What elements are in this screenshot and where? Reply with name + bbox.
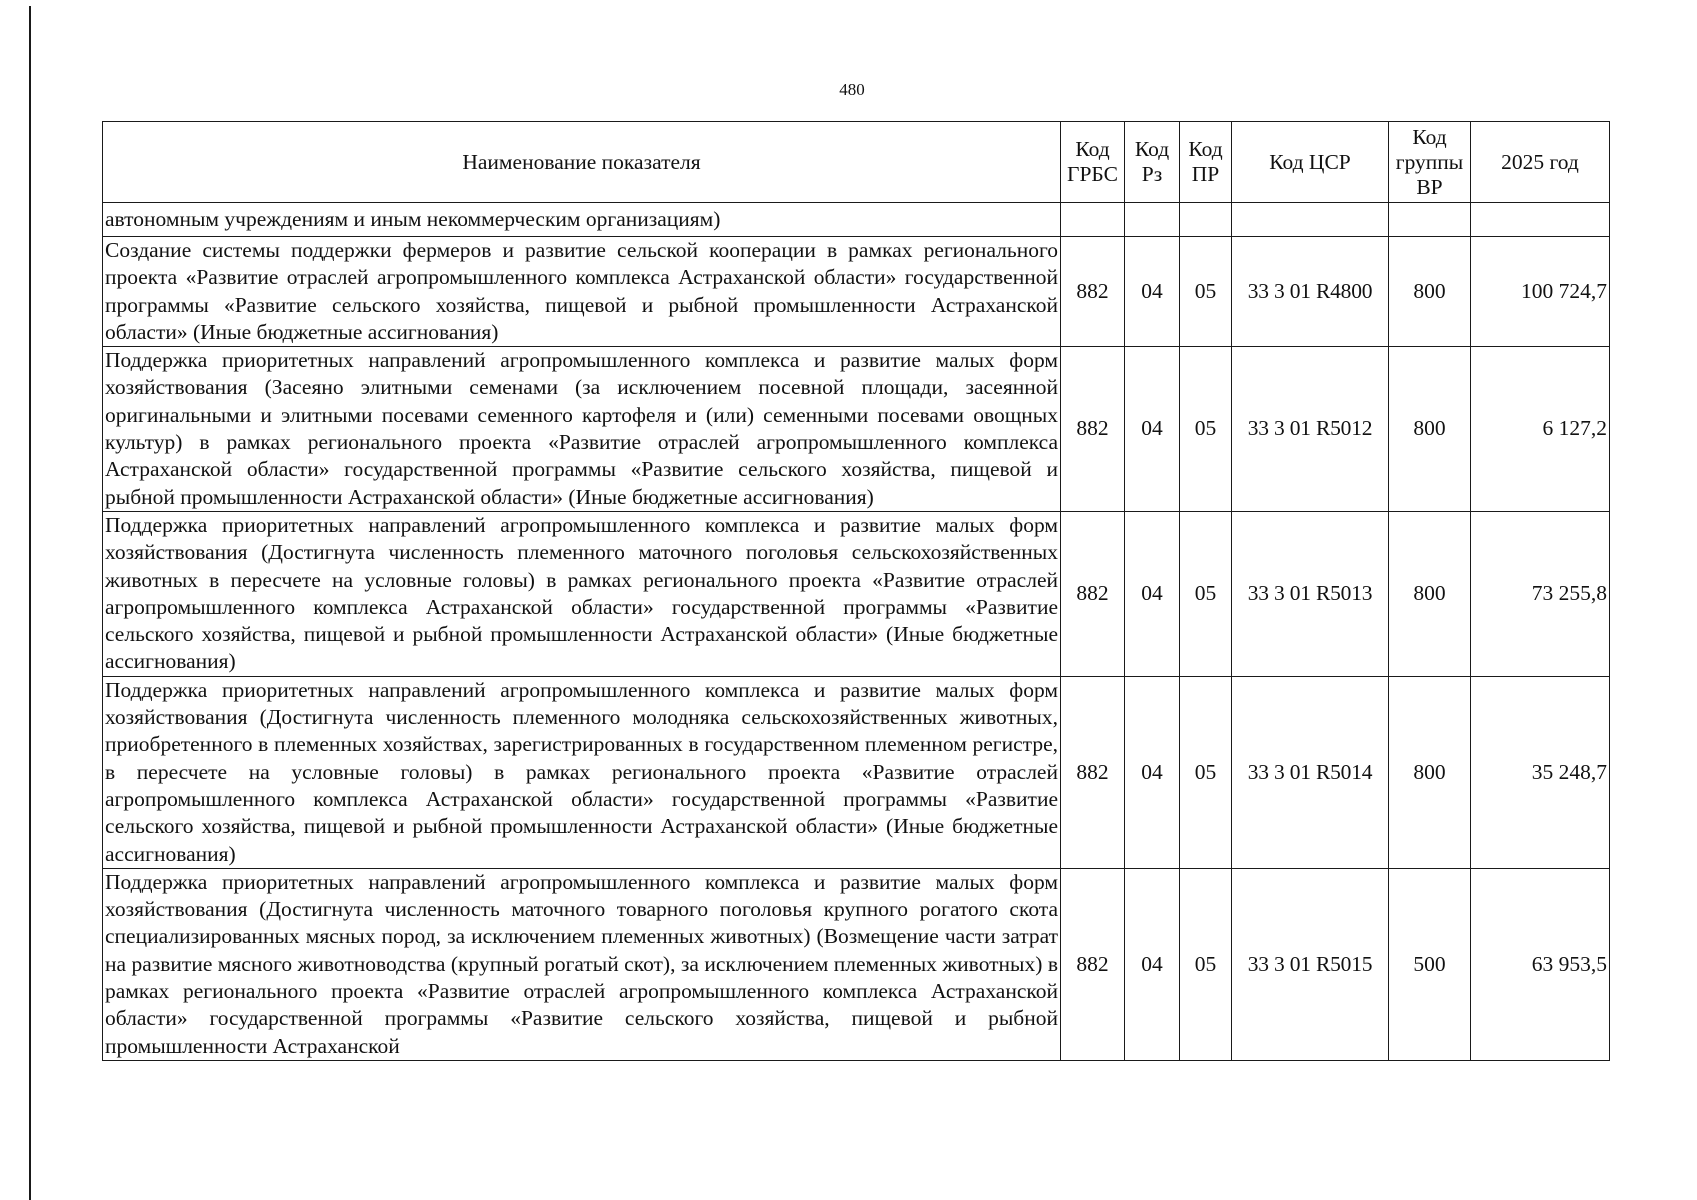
row-amount: 35 248,7	[1471, 676, 1610, 868]
row-pr: 05	[1180, 347, 1232, 512]
row-pr: 05	[1180, 868, 1232, 1060]
row-grbs: 882	[1061, 868, 1125, 1060]
row-vr: 500	[1389, 868, 1471, 1060]
header-row	[103, 122, 1610, 203]
row-amount: 73 255,8	[1471, 511, 1610, 676]
table-row	[103, 203, 1610, 237]
table-row	[103, 237, 1610, 347]
row-csr: 33 3 01 R5014	[1232, 676, 1389, 868]
header-name: Наименование показателя	[103, 122, 1061, 203]
row-rz: 04	[1125, 511, 1180, 676]
row-grbs	[1061, 203, 1125, 237]
row-amount: 6 127,2	[1471, 347, 1610, 512]
row-name: Поддержка приоритетных направлений агропромышленного комплекса и развитие малых форм хозяйствования (Достигнута численность маточного товарного поголовья крупного рогатого скота специализированных мясных пород, за исключением племенных животных) (Возмещение части затрат на развитие мясного животноводства (крупный рогатый скот), за исключением племенных животных) в рамках регионального проекта «Развитие отраслей агропромышленного комплекса Астраханской области» государственной программы «Развитие сельского хозяйства, пищевой и рыбной промышленности Астраханской	[103, 868, 1061, 1060]
row-csr: 33 3 01 R4800	[1232, 237, 1389, 347]
row-amount	[1471, 203, 1610, 237]
row-name: Поддержка приоритетных направлений агропромышленного комплекса и развитие малых форм хозяйствования (Достигнута численность племенного молодняка сельскохозяйственных животных, приобретенного в племенных хозяйствах, зарегистрированных в государственном племенном регистре, в пересчете на условные головы) в рамках регионального проекта «Развитие отраслей агропромышленного комплекса Астраханской области» государственной программы «Развитие сельского хозяйства, пищевой и рыбной промышленности Астраханской области» (Иные бюджетные ассигнования)	[103, 676, 1061, 868]
row-amount: 63 953,5	[1471, 868, 1610, 1060]
row-grbs: 882	[1061, 676, 1125, 868]
header-vr: Код группы ВР	[1389, 122, 1471, 203]
row-name: Поддержка приоритетных направлений агропромышленного комплекса и развитие малых форм хозяйствования (Засеяно элитными семенами (за исключением посевной площади, засеянной оригинальными и элитными посевами семенного картофеля и (или) семенными посевами овощных культур) в рамках регионального проекта «Развитие отраслей агропромышленного комплекса Астраханской области» государственной программы «Развитие сельского хозяйства, пищевой и рыбной промышленности Астраханской области» (Иные бюджетные ассигнования)	[103, 347, 1061, 512]
row-vr: 800	[1389, 237, 1471, 347]
row-vr: 800	[1389, 676, 1471, 868]
row-pr: 05	[1180, 237, 1232, 347]
page-number: 480	[839, 80, 865, 99]
row-vr: 800	[1389, 511, 1471, 676]
table-row	[103, 868, 1610, 1060]
header-grbs: Код ГРБС	[1061, 122, 1125, 203]
row-pr	[1180, 203, 1232, 237]
table-row	[103, 347, 1610, 512]
row-csr: 33 3 01 R5013	[1232, 511, 1389, 676]
row-vr: 800	[1389, 347, 1471, 512]
row-grbs: 882	[1061, 511, 1125, 676]
row-rz: 04	[1125, 347, 1180, 512]
row-csr: 33 3 01 R5012	[1232, 347, 1389, 512]
row-csr: 33 3 01 R5015	[1232, 868, 1389, 1060]
row-rz: 04	[1125, 676, 1180, 868]
row-grbs: 882	[1061, 347, 1125, 512]
header-year: 2025 год	[1471, 122, 1610, 203]
row-pr: 05	[1180, 676, 1232, 868]
binding-edge-line	[29, 6, 31, 1200]
header-pr: Код ПР	[1180, 122, 1232, 203]
budget-table	[102, 121, 1610, 1061]
header-csr: Код ЦСР	[1232, 122, 1389, 203]
row-rz: 04	[1125, 868, 1180, 1060]
row-name: Поддержка приоритетных направлений агропромышленного комплекса и развитие малых форм хозяйствования (Достигнута численность племенного маточного поголовья сельскохозяйственных животных в пересчете на условные головы) в рамках регионального проекта «Развитие отраслей агропромышленного комплекса Астраханской области» государственной программы «Развитие сельского хозяйства, пищевой и рыбной промышленности Астраханской области» (Иные бюджетные ассигнования)	[103, 511, 1061, 676]
row-name: автономным учреждениям и иным некоммерческим организациям)	[103, 203, 1061, 237]
row-rz	[1125, 203, 1180, 237]
table-row	[103, 511, 1610, 676]
header-rz: Код Рз	[1125, 122, 1180, 203]
table-row	[103, 676, 1610, 868]
row-vr	[1389, 203, 1471, 237]
row-pr: 05	[1180, 511, 1232, 676]
row-csr	[1232, 203, 1389, 237]
row-name: Создание системы поддержки фермеров и развитие сельской кооперации в рамках регионального проекта «Развитие отраслей агропромышленного комплекса Астраханской области» государственной программы «Развитие сельского хозяйства, пищевой и рыбной промышленности Астраханской области» (Иные бюджетные ассигнования)	[103, 237, 1061, 347]
row-amount: 100 724,7	[1471, 237, 1610, 347]
row-grbs: 882	[1061, 237, 1125, 347]
row-rz: 04	[1125, 237, 1180, 347]
